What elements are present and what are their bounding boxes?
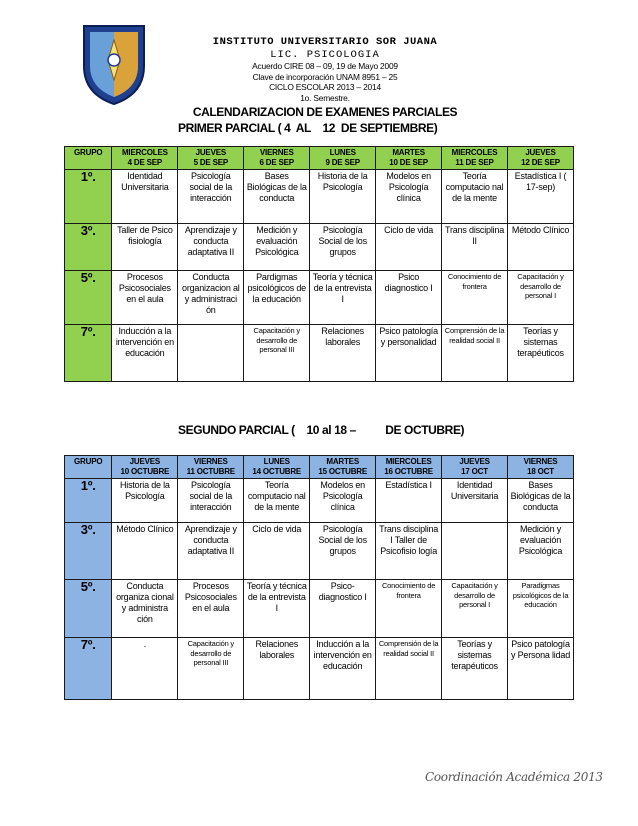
date-label: 15 OCTUBRE xyxy=(318,467,368,476)
day-label: VIERNES xyxy=(523,457,558,466)
exam-cell: Modelos en Psicología clínica xyxy=(376,170,442,224)
exam-cell: Conocimiento de frontera xyxy=(442,271,508,325)
table-row xyxy=(65,224,574,271)
exam-cell: Bases Biológicas de la conducta xyxy=(244,170,310,224)
exam-cell: Inducción a la intervención en educación xyxy=(310,638,376,700)
day-label: MIERCOLES xyxy=(121,148,168,157)
exam-cell: Teoría computacio nal de la mente xyxy=(244,479,310,523)
table-row xyxy=(65,638,574,700)
day-label: GRUPO xyxy=(74,457,103,466)
exam-cell: Relaciones laborales xyxy=(310,325,376,382)
exam-cell: Conocimiento de frontera xyxy=(376,580,442,638)
exam-cell: Identidad Universitaria xyxy=(442,479,508,523)
date-label: 16 OCTUBRE xyxy=(384,467,433,476)
exam-cell: Psico- diagnostico I xyxy=(310,580,376,638)
exam-cell: Bases Biológicas de la conducta xyxy=(508,479,574,523)
group-header xyxy=(65,147,112,170)
exam-cell: Historia de la Psicología xyxy=(112,479,178,523)
date-label: 11 DE SEP xyxy=(455,158,494,167)
day-label: MIERCOLES xyxy=(451,148,498,157)
exam-cell: . xyxy=(112,638,178,700)
institution-name: INSTITUTO UNIVERSITARIO SOR JUANA xyxy=(212,36,438,48)
group-cell: 5º. xyxy=(65,580,112,638)
exam-cell: Inducción a la intervención en educación xyxy=(112,325,178,382)
group-cell: 5º. xyxy=(65,271,112,325)
exam-cell: Ciclo de vida xyxy=(244,523,310,580)
group-cell: 1º. xyxy=(65,479,112,523)
day-header xyxy=(376,147,442,170)
day-header xyxy=(244,456,310,479)
exam-cell: Aprendizaje y conducta adaptativa II xyxy=(178,224,244,271)
day-header xyxy=(178,147,244,170)
date-label: 9 DE SEP xyxy=(325,158,360,167)
exam-cell: Psico patología y Persona lidad xyxy=(508,638,574,700)
footer-signature: Coordinación Académica 2013 xyxy=(425,770,603,784)
exam-cell: Trans disciplina II xyxy=(442,224,508,271)
exam-cell: Paradigmas psicológicos de la educación xyxy=(508,580,574,638)
exam-cell: Taller de Psico fisiología xyxy=(112,224,178,271)
exam-cell: Teorías y sistemas terapéuticos xyxy=(442,638,508,700)
day-label: MIERCOLES xyxy=(385,457,432,466)
day-header xyxy=(310,147,376,170)
agreement-text: Acuerdo CIRE 08 – 09, 19 de Mayo 2009 xyxy=(252,61,398,71)
exam-cell: Comprensión de la realidad social II xyxy=(442,325,508,382)
day-label: LUNES xyxy=(329,148,356,157)
table-row xyxy=(65,325,574,382)
table-row xyxy=(65,271,574,325)
exam-cell: Psicología social de la interacción xyxy=(178,170,244,224)
group-cell: 7º. xyxy=(65,638,112,700)
table-row xyxy=(65,170,574,224)
document-title: CALENDARIZACION DE EXAMENES PARCIALES xyxy=(192,105,458,119)
first-partial-title: PRIMER PARCIAL ( 4 AL 12 DE SEPTIEMBRE) xyxy=(178,121,438,135)
document-header xyxy=(140,36,510,119)
table-row xyxy=(65,580,574,638)
day-header xyxy=(244,147,310,170)
day-label: JUEVES xyxy=(459,457,490,466)
exam-cell xyxy=(442,523,508,580)
date-label: 4 DE SEP xyxy=(127,158,163,167)
date-label: 11 OCTUBRE xyxy=(186,467,235,476)
header-row xyxy=(65,147,574,170)
header-row xyxy=(65,456,574,479)
day-header xyxy=(442,456,508,479)
date-label: 12 DE SEP xyxy=(521,158,560,167)
exam-cell: Método Clínico xyxy=(112,523,178,580)
group-cell: 1º. xyxy=(65,170,112,224)
day-label: JUEVES xyxy=(195,148,226,157)
exam-cell: Psicología social de la interacción xyxy=(178,479,244,523)
table-row xyxy=(65,523,574,580)
exam-cell: Relaciones laborales xyxy=(244,638,310,700)
day-label: MARTES xyxy=(326,457,359,466)
exam-cell: Estadística I xyxy=(376,479,442,523)
day-header xyxy=(112,147,178,170)
exam-cell: Conducta organizacion al y administraci ón xyxy=(178,271,244,325)
exam-cell: Conducta organiza cional y administra ción xyxy=(112,580,178,638)
exam-cell: Estadística I ( 17-sep) xyxy=(508,170,574,224)
exam-cell: Pardigmas psicológicos de la educación xyxy=(244,271,310,325)
day-label: VIERNES xyxy=(193,457,228,466)
school-cycle: CICLO ESCOLAR 2013 – 2014 xyxy=(269,82,381,92)
day-header xyxy=(442,147,508,170)
day-header xyxy=(310,456,376,479)
exam-cell: Comprensión de la realidad social II xyxy=(376,638,442,700)
exam-cell: Teorías y sistemas terapéuticos xyxy=(508,325,574,382)
exam-cell: Psicología Social de los grupos xyxy=(310,523,376,580)
incorporation-text: Clave de incorporación UNAM 8951 – 25 xyxy=(252,71,398,82)
day-header xyxy=(508,147,574,170)
exam-cell: Identidad Universitaria xyxy=(112,170,178,224)
exam-cell: Historia de la Psicología xyxy=(310,170,376,224)
exam-cell: Método Clínico xyxy=(508,224,574,271)
date-label: 10 DE SEP xyxy=(389,158,428,167)
exam-cell: Procesos Psicosociales en el aula xyxy=(112,271,178,325)
day-header xyxy=(376,456,442,479)
exam-cell: Capacitación y desarrollo de personal I xyxy=(442,580,508,638)
second-partial-table xyxy=(64,455,574,700)
day-label: LUNES xyxy=(263,457,290,466)
exam-cell: Trans disciplina I Taller de Psicofisio logía xyxy=(376,523,442,580)
day-label: JUEVES xyxy=(525,148,556,157)
group-header xyxy=(65,456,112,479)
exam-cell: Psicología Social de los grupos xyxy=(310,224,376,271)
day-header xyxy=(112,456,178,479)
exam-cell: Capacitación y desarrollo de personal I xyxy=(508,271,574,325)
date-label: 18 OCT xyxy=(527,467,554,476)
exam-cell: Ciclo de vida xyxy=(376,224,442,271)
exam-cell: Modelos en Psicología clínica xyxy=(310,479,376,523)
exam-cell: Procesos Psicosociales en el aula xyxy=(178,580,244,638)
career-name: LIC. PSICOLOGIA xyxy=(270,49,380,61)
table-row xyxy=(65,479,574,523)
exam-cell: Teoría y técnica de la entrevista I xyxy=(244,580,310,638)
date-label: 17 OCT xyxy=(461,467,488,476)
exam-cell: Capacitación y desarrollo de personal III xyxy=(244,325,310,382)
day-label: JUEVES xyxy=(129,457,161,466)
day-header xyxy=(178,456,244,479)
exam-cell: Psico patología y personalidad xyxy=(376,325,442,382)
second-partial-title: SEGUNDO PARCIAL ( 10 al 18 – DE OCTUBRE) xyxy=(178,423,465,437)
exam-cell: Aprendizaje y conducta adaptativa II xyxy=(178,523,244,580)
exam-cell xyxy=(178,325,244,382)
group-cell: 3º. xyxy=(65,224,112,271)
first-partial-table xyxy=(64,146,574,382)
group-cell: 3º. xyxy=(65,523,112,580)
date-label: 10 OCTUBRE xyxy=(120,467,170,476)
day-label: MARTES xyxy=(392,148,425,157)
exam-cell: Medición y evaluación Psicológica xyxy=(244,224,310,271)
exam-cell: Capacitación y desarrollo de personal III xyxy=(178,638,244,700)
date-label: 5 DE SEP xyxy=(193,158,228,167)
day-label: GRUPO xyxy=(74,148,103,157)
semester: 1o. Semestre. xyxy=(300,92,350,103)
exam-cell: Medición y evaluación Psicológica xyxy=(508,523,574,580)
day-label: VIERNES xyxy=(259,148,294,157)
date-label: 6 DE SEP xyxy=(259,158,294,167)
date-label: 14 OCTUBRE xyxy=(252,467,302,476)
exam-cell: Psico diagnostico I xyxy=(376,271,442,325)
exam-cell: Teoría y técnica de la entrevista I xyxy=(310,271,376,325)
day-header xyxy=(508,456,574,479)
institution-logo xyxy=(80,20,148,106)
group-cell: 7º. xyxy=(65,325,112,382)
exam-cell: Teoría computacio nal de la mente xyxy=(442,170,508,224)
